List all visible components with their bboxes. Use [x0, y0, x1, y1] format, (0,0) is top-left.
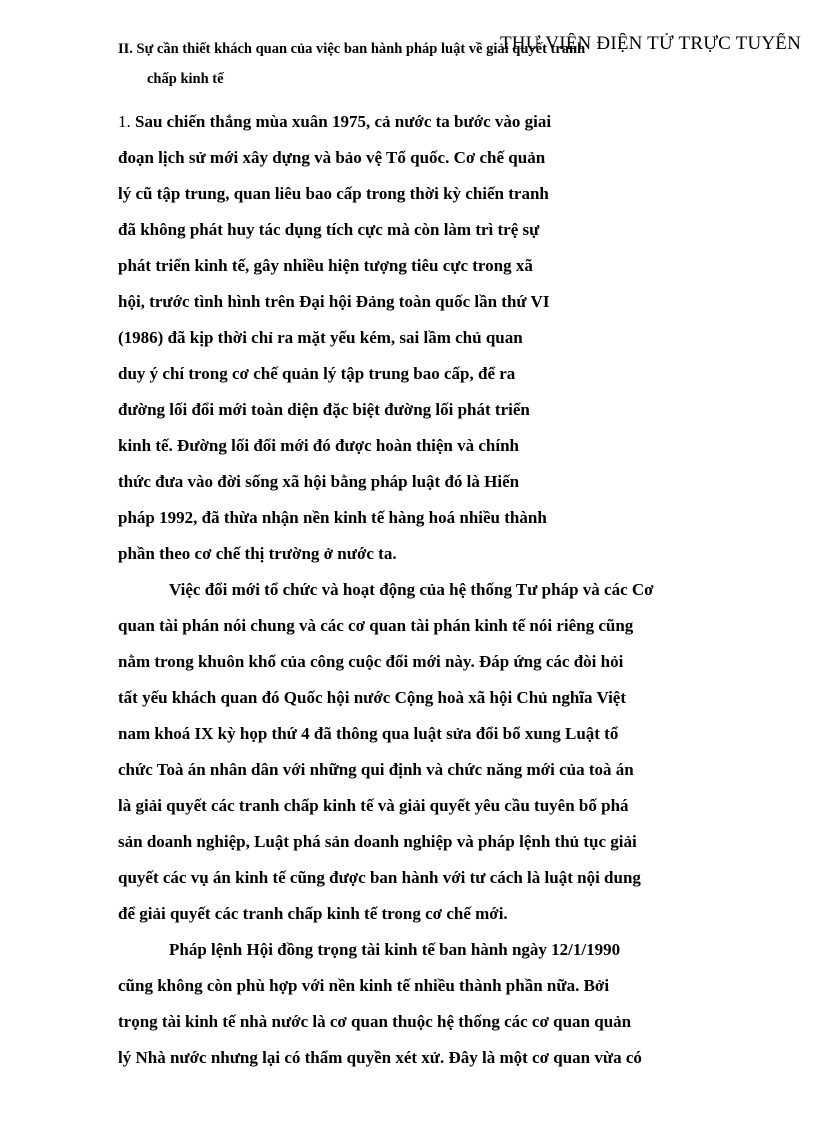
paragraph-1-line [118, 104, 758, 140]
paragraph-1-text: Sau chiến thắng mùa xuân 1975, cả nước ta bước vào giai [135, 112, 552, 131]
paragraph-2-line: sản doanh nghiệp, Luật phá sản doanh nghiệp và pháp lệnh thủ tục giải [118, 832, 637, 851]
paragraph-2-line: chức Toà án nhân dân với những qui định và chức năng mới của toà án [118, 760, 634, 779]
paragraph-1-line: pháp 1992, đã thừa nhận nền kinh tế hàng hoá nhiều thành [118, 508, 547, 527]
paragraph-2-line: để giải quyết các tranh chấp kinh tế trong cơ chế mới. [118, 904, 508, 923]
watermark-text: THƯ VIỆN ĐIỆN TỬ TRỰC TUYẾN [500, 33, 802, 54]
paragraph-1-line: lý cũ tập trung, quan liêu bao cấp trong thời kỳ chiến tranh [118, 184, 549, 203]
paragraph-2-line: quyết các vụ án kinh tế cũng được ban hành với tư cách là luật nội dung [118, 868, 641, 887]
paragraph-3-line: cũng không còn phù hợp với nền kinh tế nhiều thành phần nữa. Bởi [118, 976, 610, 995]
paragraph-1-line: phát triển kinh tế, gây nhiều hiện tượng tiêu cực trong xã [118, 256, 533, 275]
paragraph-2-line: tất yếu khách quan đó Quốc hội nước Cộng hoà xã hội Chủ nghĩa Việt [118, 688, 627, 707]
section-heading-line-2: chấp kinh tế [147, 71, 224, 87]
document-body [118, 104, 758, 1076]
paragraph-1-line: đã không phát huy tác dụng tích cực mà còn làm trì trệ sự [118, 220, 540, 239]
paragraph-1-line: thức đưa vào đời sống xã hội bằng pháp luật đó là Hiến [118, 472, 520, 491]
paragraph-1-line: (1986) đã kịp thời chỉ ra mặt yếu kém, sai lầm chủ quan [118, 328, 523, 347]
paragraph-2-line: nam khoá IX kỳ họp thứ 4 đã thông qua luật sửa đổi bổ xung Luật tổ [118, 724, 619, 743]
paragraph-1-line: kinh tế. Đường lối đổi mới đó được hoàn thiện và chính [118, 436, 520, 455]
paragraph-1-line: đoạn lịch sử mới xây dựng và bảo vệ Tổ quốc. Cơ chế quản [118, 148, 546, 167]
paragraph-2-line: quan tài phán nói chung và các cơ quan tài phán kinh tế nói riêng cũng [118, 616, 634, 635]
paragraph-1-line: duy ý chí trong cơ chế quản lý tập trung bao cấp, để ra [118, 364, 516, 383]
paragraph-2-line: Việc đổi mới tổ chức và hoạt động của hệ thống Tư pháp và các Cơ [169, 580, 654, 599]
section-heading-line-1: II. Sự cần thiết khách quan của việc ban hành pháp luật về giải quyết tranh [118, 41, 586, 57]
paragraph-3-line: Pháp lệnh Hội đồng trọng tài kinh tế ban hành ngày 12/1/1990 [169, 940, 621, 959]
paragraph-2-line: nằm trong khuôn khổ của công cuộc đổi mới này. Đáp ứng các đòi hỏi [118, 652, 624, 671]
paragraph-3-line: trọng tài kinh tế nhà nước là cơ quan thuộc hệ thống các cơ quan quản [118, 1012, 632, 1031]
paragraph-2-line: là giải quyết các tranh chấp kinh tế và giải quyết yêu cầu tuyên bố phá [118, 796, 629, 815]
paragraph-1-line: hội, trước tình hình trên Đại hội Đảng toàn quốc lần thứ VI [118, 292, 550, 311]
paragraph-1-line: đường lối đổi mới toàn diện đặc biệt đường lối phát triển [118, 400, 530, 419]
paragraph-3-line: lý Nhà nước nhưng lại có thẩm quyền xét xử. Đây là một cơ quan vừa có [118, 1048, 642, 1067]
paragraph-number: 1. [118, 112, 131, 131]
paragraph-1-line: phần theo cơ chế thị trường ở nước ta. [118, 544, 397, 563]
